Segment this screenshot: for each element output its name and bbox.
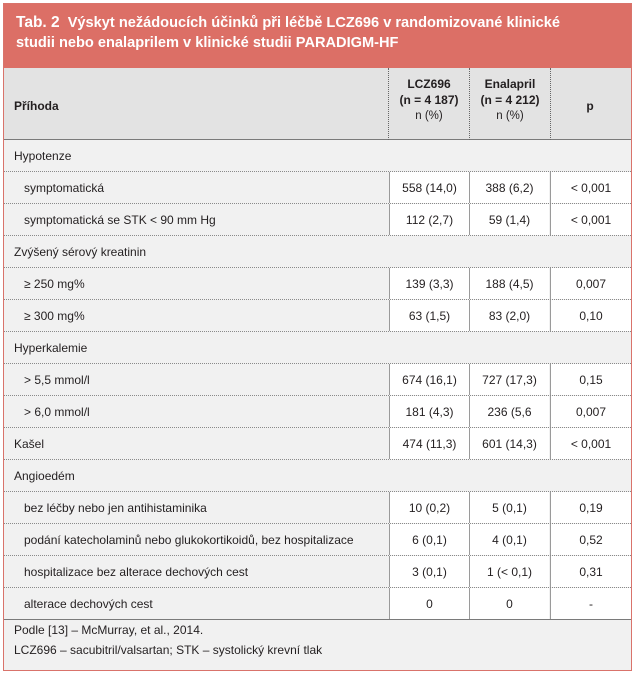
table-row: [4, 268, 631, 300]
row-label: hospitalizace bez alterace dechových cest: [24, 565, 249, 579]
table-caption: [4, 4, 631, 68]
cell-enalapril: 1 (< 0,1): [469, 556, 549, 587]
row-label: Angioedém: [14, 469, 75, 483]
row-label: > 5,5 mmol/l: [24, 373, 90, 387]
header-enalapril-n: (n = 4 212): [480, 93, 540, 107]
table-row: [4, 172, 631, 204]
table-number: Tab. 2: [16, 14, 60, 31]
header-event: Příhoda: [14, 99, 59, 113]
table-row: [4, 364, 631, 396]
table-body: [4, 68, 631, 670]
caption-line-1: Výskyt nežádoucích účinků při léčbě LCZ696 v randomizované klinické: [67, 15, 561, 31]
row-label: Kašel: [14, 437, 45, 451]
header-lcz696: [389, 76, 469, 124]
table-frame: [3, 3, 632, 671]
table-row-group: [4, 140, 631, 172]
row-label: ≥ 250 mg%: [24, 277, 85, 291]
header-enalapril-name: Enalapril: [484, 77, 536, 91]
table-header: [4, 68, 631, 140]
cell-lcz696: 63 (1,5): [389, 300, 469, 331]
footnote-abbreviations: LCZ696 – sacubitril/valsartan; STK – systolický krevní tlak: [14, 643, 323, 657]
cell-lcz696: 10 (0,2): [389, 492, 469, 523]
cell-p: 0,15: [550, 364, 631, 395]
table-row: [4, 428, 631, 460]
cell-p: < 0,001: [550, 204, 631, 235]
footnote-source: Podle [13] – McMurray, et al., 2014.: [14, 623, 204, 637]
cell-p: 0,31: [550, 556, 631, 587]
table-row: [4, 396, 631, 428]
table-row: [4, 524, 631, 556]
row-label: Hyperkalemie: [14, 341, 88, 355]
cell-p: -: [550, 588, 631, 619]
table-row: [4, 556, 631, 588]
row-label: podání katecholaminů nebo glukokortikoidů, bez hospitalizace: [24, 533, 354, 547]
cell-p: < 0,001: [550, 172, 631, 203]
row-label: ≥ 300 mg%: [24, 309, 85, 323]
row-label: symptomatická: [24, 181, 105, 195]
cell-lcz696: 674 (16,1): [389, 364, 469, 395]
cell-p: 0,007: [550, 268, 631, 299]
cell-enalapril: 0: [469, 588, 549, 619]
cell-lcz696: 474 (11,3): [389, 428, 469, 459]
table-row: [4, 492, 631, 524]
table-row: [4, 204, 631, 236]
cell-p: < 0,001: [550, 428, 631, 459]
header-lcz696-unit: n (%): [415, 110, 443, 122]
table-row: [4, 300, 631, 332]
cell-enalapril: 236 (5,6: [469, 396, 549, 427]
cell-lcz696: 558 (14,0): [389, 172, 469, 203]
table-footnotes: [4, 620, 631, 660]
cell-lcz696: 139 (3,3): [389, 268, 469, 299]
table-row-group: [4, 236, 631, 268]
header-enalapril-unit: n (%): [496, 110, 524, 122]
table-row-group: [4, 332, 631, 364]
cell-lcz696: 3 (0,1): [389, 556, 469, 587]
cell-lcz696: 0: [389, 588, 469, 619]
header-enalapril: [470, 76, 550, 124]
row-label: alterace dechových cest: [24, 597, 153, 611]
cell-enalapril: 188 (4,5): [469, 268, 549, 299]
header-p: p: [586, 99, 594, 113]
table-row: [4, 588, 631, 620]
header-lcz696-name: LCZ696: [407, 77, 451, 91]
cell-enalapril: 388 (6,2): [469, 172, 549, 203]
header-lcz696-n: (n = 4 187): [399, 93, 459, 107]
cell-p: 0,007: [550, 396, 631, 427]
cell-enalapril: 601 (14,3): [469, 428, 549, 459]
row-label: > 6,0 mmol/l: [24, 405, 90, 419]
cell-enalapril: 5 (0,1): [469, 492, 549, 523]
cell-enalapril: 59 (1,4): [469, 204, 549, 235]
cell-enalapril: 727 (17,3): [469, 364, 549, 395]
row-label: bez léčby nebo jen antihistaminika: [24, 501, 207, 515]
table-row-group: [4, 460, 631, 492]
cell-p: 0,19: [550, 492, 631, 523]
cell-p: 0,52: [550, 524, 631, 555]
row-label: Zvýšený sérový kreatinin: [14, 245, 147, 259]
cell-enalapril: 4 (0,1): [469, 524, 549, 555]
cell-p: 0,10: [550, 300, 631, 331]
caption-line-2: studii nebo enalaprilem v klinické studii PARADIGM-HF: [16, 35, 399, 51]
cell-lcz696: 181 (4,3): [389, 396, 469, 427]
cell-enalapril: 83 (2,0): [469, 300, 549, 331]
row-label: symptomatická se STK < 90 mm Hg: [24, 213, 216, 227]
cell-lcz696: 6 (0,1): [389, 524, 469, 555]
row-label: Hypotenze: [14, 149, 72, 163]
cell-lcz696: 112 (2,7): [389, 204, 469, 235]
